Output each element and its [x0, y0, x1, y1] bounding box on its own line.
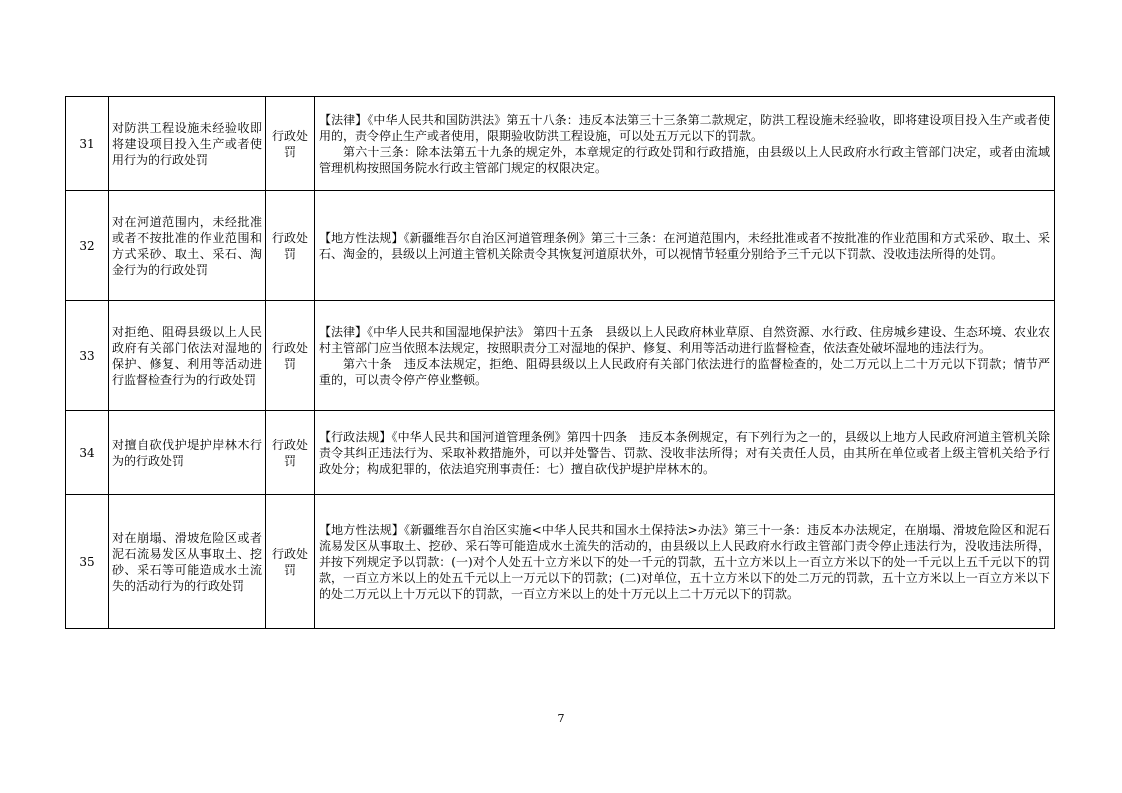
penalty-item: 对拒绝、阻碍县级以上人民政府有关部门依法对湿地的保护、修复、利用等活动进行监督检查行为的行政处罚 [109, 301, 266, 411]
legal-basis [315, 301, 1055, 411]
penalty-item: 对在河道范围内，未经批准或者不按批准的作业范围和方式采砂、取土、采石、淘金行为的行政处罚 [109, 191, 266, 301]
legal-basis [315, 495, 1055, 629]
legal-basis [315, 97, 1055, 191]
penalty-type: 行政处罚 [266, 411, 315, 495]
basis-paragraph: 第六十条 违反本法规定，拒绝、阻碍县级以上人民政府有关部门依法进行的监督检查的，处二万元以上二十万元以下罚款；情节严重的，可以责令停产停业整顿。 [319, 356, 1050, 387]
basis-paragraph: 【法律】《中华人民共和国湿地保护法》 第四十五条 县级以上人民政府林业草原、自然资源、水行政、住房城乡建设、生态环境、农业农村主管部门应当依照本法规定，按照职责分工对湿地的保护、修复、利用等活动进行监督检查，依法查处破坏湿地的违法行为。 [319, 324, 1050, 355]
table-row [66, 411, 1055, 495]
row-number: 31 [66, 97, 109, 191]
penalty-type: 行政处罚 [266, 495, 315, 629]
basis-paragraph: 【法律】《中华人民共和国防洪法》第五十八条：违反本法第三十三条第二款规定，防洪工程设施未经验收，即将建设项目投入生产或者使用的，责令停止生产或者使用，限期验收防洪工程设施，可以处五万元以下的罚款。 [319, 112, 1050, 143]
basis-paragraph: 第六十三条：除本法第五十九条的规定外，本章规定的行政处罚和行政措施，由县级以上人民政府水行政主管部门决定，或者由流域管理机构按照国务院水行政主管部门规定的权限决定。 [319, 144, 1050, 175]
row-number: 34 [66, 411, 109, 495]
penalty-item: 对防洪工程设施未经验收即将建设项目投入生产或者使用行为的行政处罚 [109, 97, 266, 191]
table-row [66, 191, 1055, 301]
penalty-type: 行政处罚 [266, 191, 315, 301]
legal-basis [315, 191, 1055, 301]
page-number: 7 [557, 712, 565, 725]
row-number: 33 [66, 301, 109, 411]
legal-basis [315, 411, 1055, 495]
table-row [66, 495, 1055, 629]
penalty-type: 行政处罚 [266, 301, 315, 411]
table-row [66, 97, 1055, 191]
basis-paragraph: 【行政法规】《中华人民共和国河道管理条例》第四十四条 违反本条例规定，有下列行为之一的，县级以上地方人民政府河道主管机关除责令其纠正违法行为、采取补救措施外，可以并处警告、罚款、没收非法所得；对有关责任人员，由其所在单位或者上级主管机关给予行政处分；构成犯罪的，依法追究刑事责任：七）擅自砍伐护堤护岸林木的。 [319, 429, 1050, 476]
table-row [66, 301, 1055, 411]
penalty-item: 对擅自砍伐护堤护岸林木行为的行政处罚 [109, 411, 266, 495]
penalty-table [65, 96, 1055, 629]
penalty-item: 对在崩塌、滑坡危险区或者泥石流易发区从事取土、挖砂、采石等可能造成水土流失的活动行为的行政处罚 [109, 495, 266, 629]
basis-paragraph: 【地方性法规】《新疆维吾尔自治区河道管理条例》第三十三条：在河道范围内，未经批准或者不按批准的作业范围和方式采砂、取土、采石、淘金的，县级以上河道主管机关除责令其恢复河道原状外，可以视情节轻重分别给予三千元以下罚款、没收违法所得的处罚。 [319, 230, 1050, 261]
penalty-type: 行政处罚 [266, 97, 315, 191]
row-number: 32 [66, 191, 109, 301]
basis-paragraph: 【地方性法规】《新疆维吾尔自治区实施<中华人民共和国水土保持法>办法》第三十一条：违反本办法规定，在崩塌、滑坡危险区和泥石流易发区从事取土、挖砂、采石等可能造成水土流失的活动的，由县级以上人民政府水行政主管部门责令停止违法行为，没收违法所得，并按下列规定予以罚款：(一)对个人处五十立方米以下的处一千元的罚款，五十立方米以上一百立方米以下的处一千元以上五千元以下的罚款，一百立方米以上的处五千元以上一万元以下的罚款；(二)对单位，五十立方米以下的处二万元的罚款，五十立方米以上一百立方米以下的处二万元以上十万元以下的罚款，一百立方米以上的处十万元以上二十万元以下的罚款。 [319, 522, 1050, 601]
row-number: 35 [66, 495, 109, 629]
